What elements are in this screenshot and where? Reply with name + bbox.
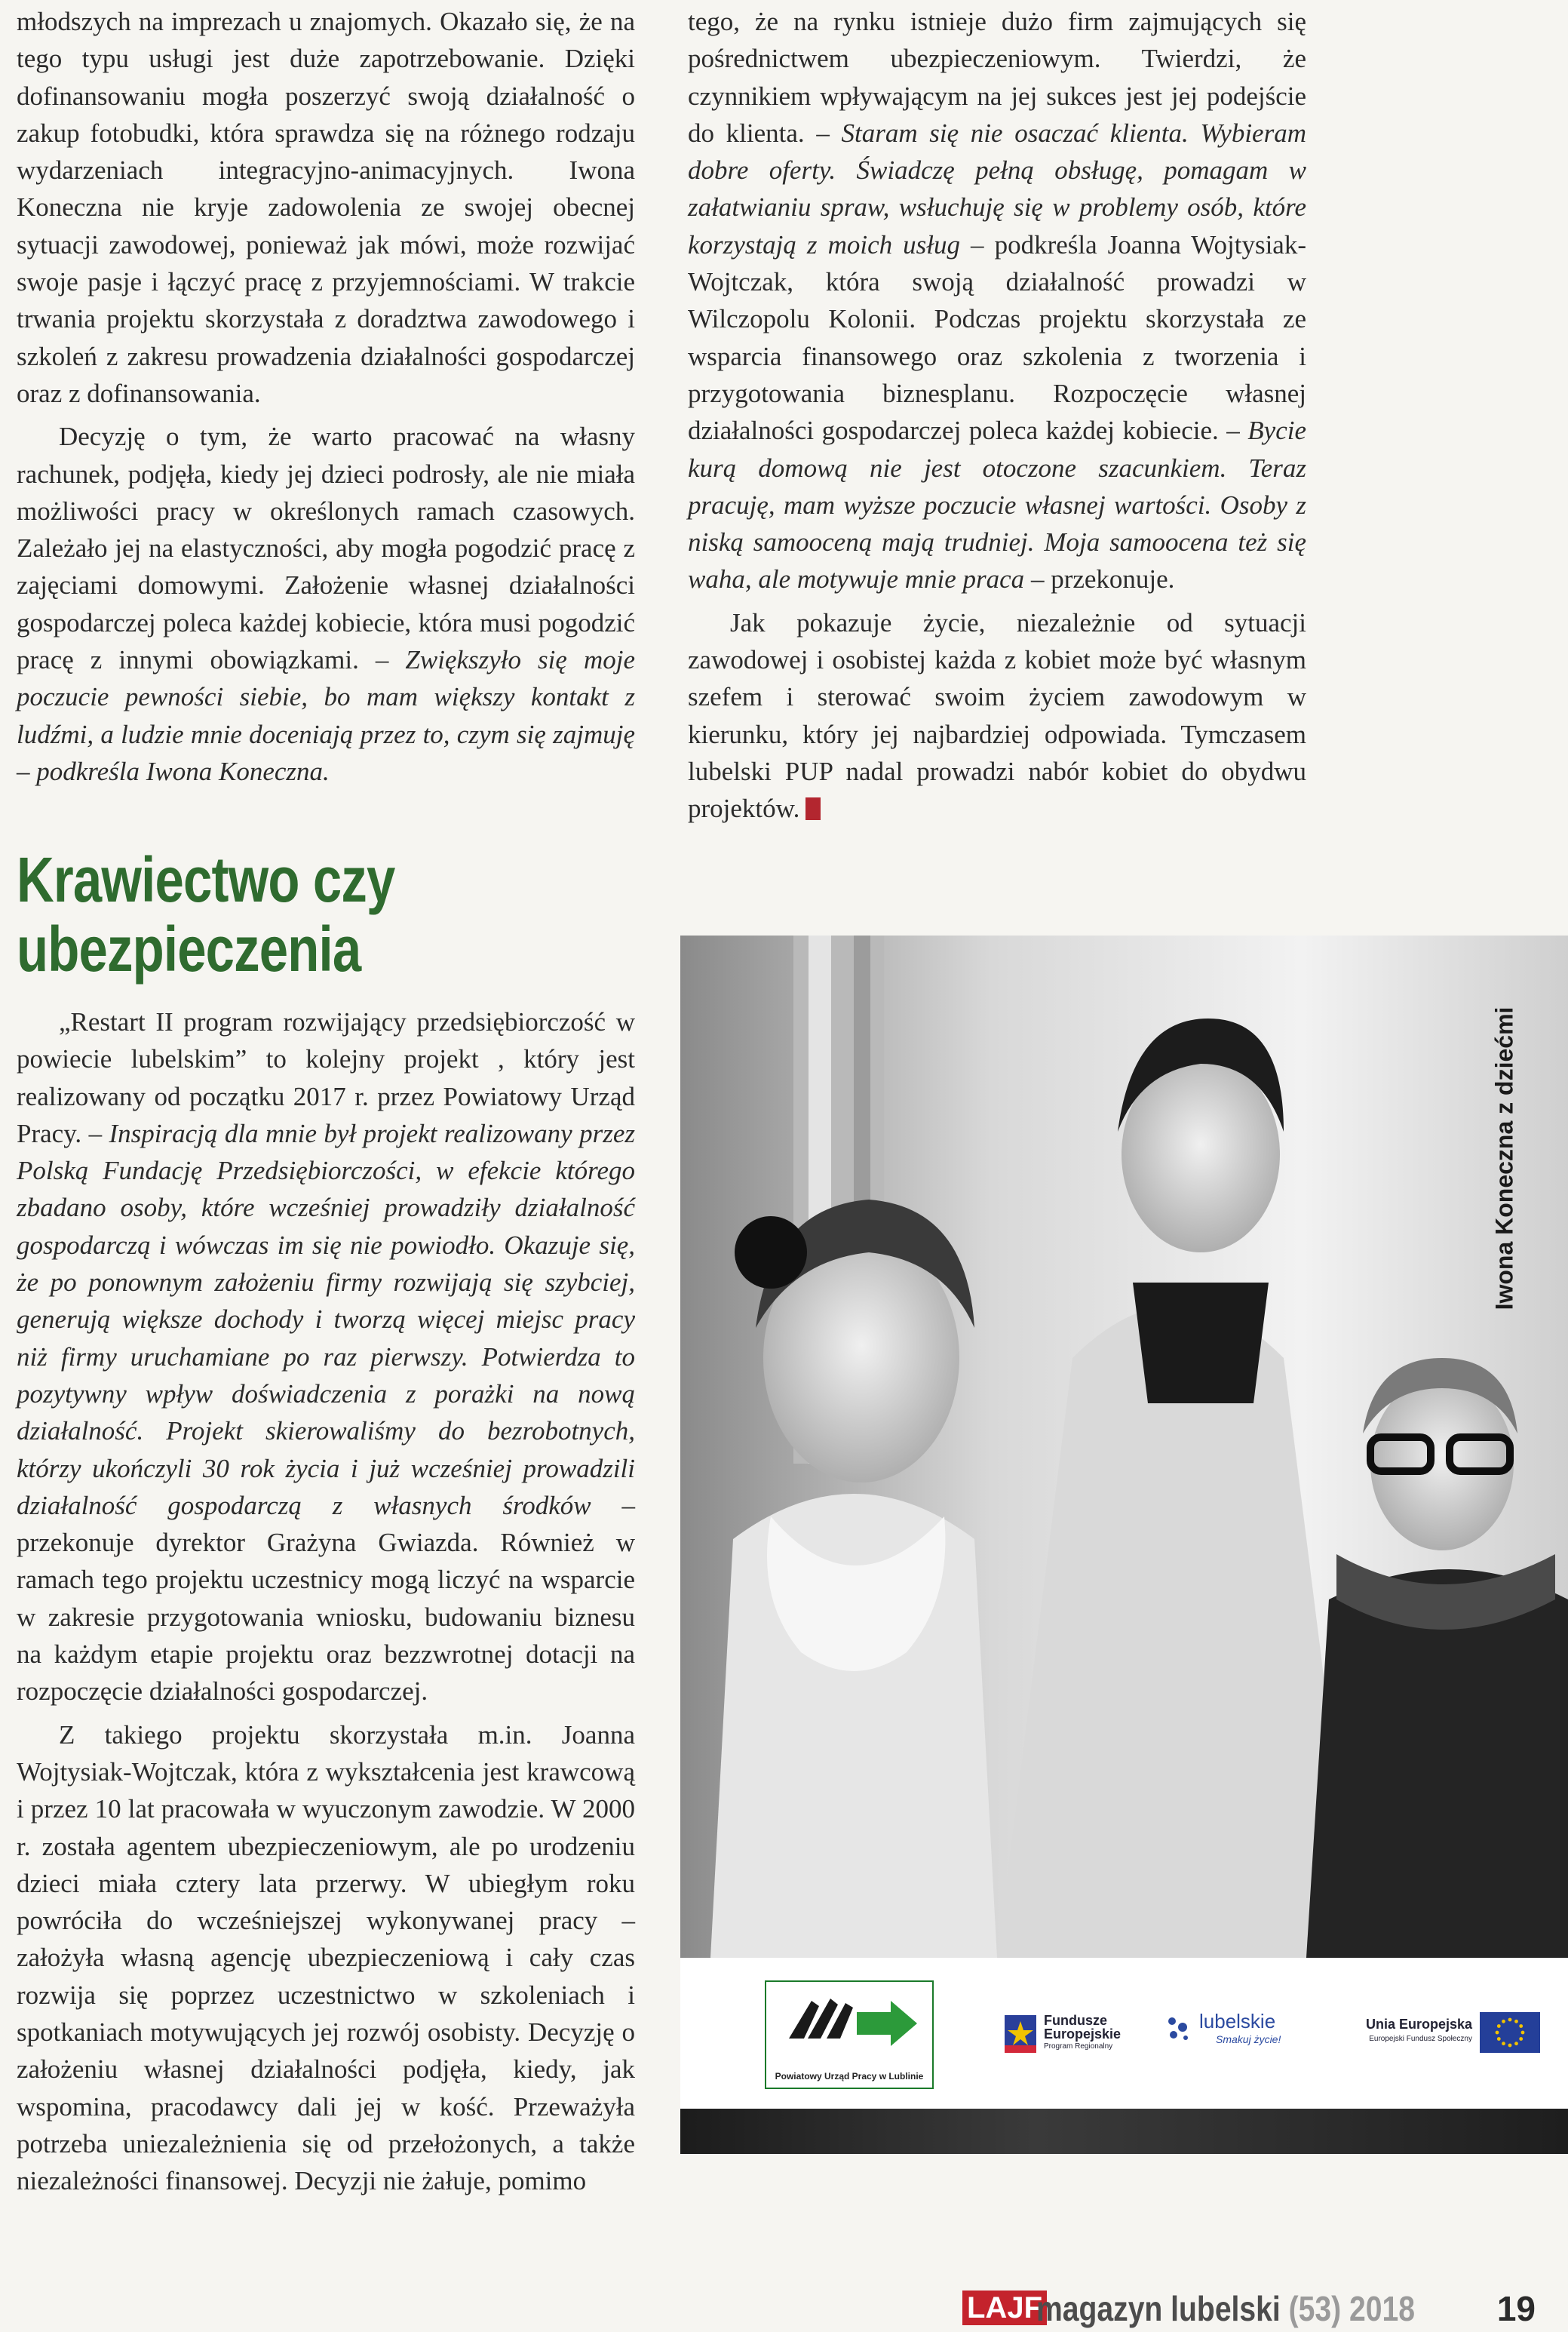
end-of-article-mark [805,797,821,820]
pup-logo-text: Powiatowy Urząd Pracy w Lublinie [775,2071,924,2082]
fe-line-1: Fundusze [1044,2013,1107,2028]
photo-bottom-strip [680,2109,1568,2154]
paragraph: młodszych na imprezach u znajomych. Okazało się, że na tego typu usługi jest duże zapotrzebowanie. Dzięki dofinansowaniu mogła poszerzyć swoją działalność o zakup fotobudki, która sprawdza się na różnego rodzaju wydarzeniach integracyjno-animacyjnych. Iwona Koneczna nie kryje zadowolenia ze swojej obecnej sytuacji zawodowej, ponieważ jak mówi, może rozwijać swoje pasje i łączyć pracę z przyjemnościami. W trakcie trwania projektu skorzystała z doradztwa zawodowego i szkoleń z zakresu prowadzenia działalności gospodarczej oraz z dofinansowania. [17,7,635,408]
paragraph-text: tego, że na rynku istnieje dużo firm zajmujących się pośrednictwem ubezpieczeniowym. Twierdzi, że czynnikiem wpływającym na jej sukces jest jej podejście do klienta. – [688,7,1306,148]
paragraph-text: Jak pokazuje życie, niezależnie od sytuacji zawodowej i osobistej każda z kobiet może być własnym szefem i sterować swoim życiem zawodowym w kierunku, który jej najbardziej odpowiada. Tymczasem lubelski PUP nadal prowadzi nabór kobiet do obydwu projektów. [688,607,1306,824]
paragraph-text: „Restart II program rozwijający przedsiębiorczość w powiecie lubelskim” to kolejny projekt , który jest realizowany od początku 2017 r. przez Powiatowy Urząd Pracy. – [17,1007,635,1148]
lubelskie-tagline: Smakuj życie! [1216,2033,1281,2045]
magazine-title [1036,2287,1415,2330]
eu-flag-icon [1480,2012,1540,2053]
fe-star-icon [1005,2015,1036,2053]
section-headline [17,845,523,984]
issue-number: (53) 2018 [1288,2289,1416,2328]
pup-logo [765,1980,934,2089]
ue-line-2: Europejski Fundusz Społeczny [1369,2035,1472,2043]
quote-text: Inspiracją dla mnie był projekt realizowany przez Polską Fundację Przedsiębiorczości, w efekcie którego zbadano osoby, które wcześniej prowadziły działalność gospodarczą i wówczas im się nie powiodło. Okazuje się, że po ponownym założeniu firmy rozwijają się szybciej, generują większe dochody i tworzą więcej miejsc pracy niż firmy uruchamiane po raz pierwszy. Potwierdza to pozytywny wpływ doświadczenia z porażki na nową działalność. Projekt skierowaliśmy do bezrobotnych, którzy ukończyli 30 rok życia i już wcześniej prowadzili działalność gospodarczą z własnych środków [17,1118,635,1520]
fe-line-3: Program Regionalny [1044,2042,1113,2051]
page-number: 19 [1496,2289,1536,2328]
paragraph [17,418,635,790]
paragraph: Z takiego projektu skorzystała m.in. Joanna Wojtysiak-Wojtczak, która z wykształcenia jest krawcową i przez 10 lat pracowała w wyuczonym zawodzie. W 2000 r. została agentem ubezpieczeniowym, ale po urodzeniu dzieci miała cztery lata przerwy. W ubiegłym roku powróciła do wcześniejszej wykonywanej pracy – założyła własną agencję ubezpieczeniową i cały czas rozwija się poprzez uczestnictwo w szkoleniach i spotkaniach motywujących jej rozwój osobisty. Decyzję o założeniu własnej działalności podjęła, kiedy, jak wspomina, pracodawcy dali jej w kość. Przeważyła potrzeba uniezależnienia się od przełożonych, a także niezależności finansowej. Decyzji nie żałuje, pomimo [17,1719,635,2196]
lubelskie-mark-icon [1163,2014,1193,2044]
left-column-top [17,3,635,790]
photo-caption-text: Iwona Koneczna z dziećmi [1490,1006,1518,1310]
page-footer [962,2287,1536,2330]
magazine-name: magazyn lubelski [1036,2289,1281,2328]
lajf-logo: LAJF [962,2291,1047,2325]
article-photo [680,936,1568,1958]
paragraph [688,3,1306,598]
paragraph-text: – przekonuje. [1024,564,1175,595]
ue-line-1: Unia Europejska [1365,2017,1472,2032]
paragraph-text: – przekonuje dyrektor Grażyna Gwiazda. Również w ramach tego projektu uczestnicy mogą liczyć na wsparcie w zakresie przygotowania wniosku, budowaniu biznesu na każdym etapie projektu oraz bezzwrotnej dotacji na rozpoczęcie działalności gospodarczej. [17,1490,636,1707]
sponsor-logo-band [680,1958,1568,2109]
ue-logo [1344,2008,1555,2060]
paragraph-text: Decyzję o tym, że warto pracować na własny rachunek, podjęła, kiedy jej dzieci podrosły, ale nie miała możliwości pracy w określonych ramach czasowych. Zależało jej na elastyczności, aby mogła pogodzić pracę z zajęciami domowymi. Założenie własnej działalności gospodarczej poleca każdej kobiecie, która musi pogodzić pracę z innymi obowiązkami. – [17,422,635,675]
headline-line: ubezpieczenia [17,914,361,985]
quote-text: Zwiększyło się moje poczucie pewności siebie, bo mam większy kontakt z ludźmi, a ludzie mnie doceniają przez to, czym się zajmuję – podkreśla Iwona Koneczna. [17,645,635,786]
fe-line-2: Europejskie [1044,2026,1122,2042]
pup-logo-mark-icon [766,1982,932,2057]
fundusze-europejskie-logo [1005,2011,1155,2063]
paragraph-text: – podkreśla Joanna Wojtysiak-Wojtczak, która swoją działalność prowadzi w Wilczopolu Kolonii. Podczas projektu skorzystała ze wsparcia finansowego oraz szkolenia z tworzenia i przygotowania biznesplanu. Rozpoczęcie własnej działalności gospodarczej poleca każdej kobiecie. – [688,229,1306,446]
lubelskie-name: lubelskie [1199,2010,1276,2032]
family-photo-illustration [680,936,1568,1958]
quote-text: Bycie kurą domową nie jest otoczone szacunkiem. Teraz pracuję, mam wyższe poczucie własnej wartości. Osoby z niską samooceną mają trudniej. Moja samoocena też się waha, ale motywuje mnie praca [688,416,1306,595]
left-column-bottom [17,1003,635,2200]
paragraph [688,604,1306,828]
quote-text: Staram się nie osaczać klienta. Wybieram dobre oferty. Świadczę pełną obsługę, pomagam w załatwianiu spraw, wsłuchuję się w problemy osób, które korzystają z moich usług [688,118,1306,260]
right-column [688,3,1306,828]
lubelskie-logo [1163,2008,1314,2060]
paragraph [17,1003,635,1710]
headline-line: Krawiectwo czy [17,844,395,915]
photo-caption [1463,947,1546,1369]
